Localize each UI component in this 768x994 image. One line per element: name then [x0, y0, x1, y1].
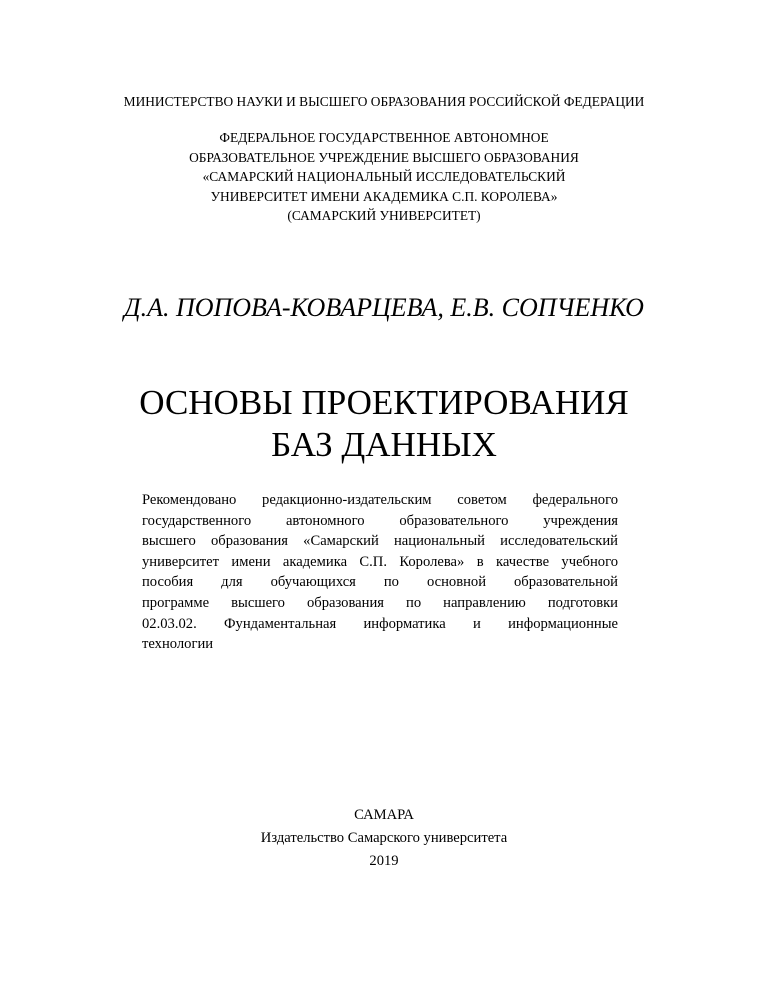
book-title-line: БАЗ ДАННЫХ — [271, 425, 497, 464]
recommendation-line: университет имени академика С.П. Королева» в качестве учебного — [142, 553, 618, 570]
recommendation-line: 02.03.02. Фундаментальная информатика и информационные — [142, 615, 618, 632]
book-title-line: ОСНОВЫ ПРОЕКТИРОВАНИЯ — [139, 383, 629, 422]
recommendation-line: программе высшего образования по направлению подготовки — [142, 594, 618, 611]
recommendation-paragraph — [142, 490, 618, 655]
book-title — [0, 382, 768, 466]
institution-block — [0, 128, 768, 226]
institution-line: ОБРАЗОВАТЕЛЬНОЕ УЧРЕЖДЕНИЕ ВЫСШЕГО ОБРАЗОВАНИЯ — [189, 149, 579, 165]
recommendation-line: высшего образования «Самарский национальный исследовательский — [142, 533, 618, 550]
institution-line: «САМАРСКИЙ НАЦИОНАЛЬНЫЙ ИССЛЕДОВАТЕЛЬСКИЙ — [202, 169, 566, 184]
authors: Д.А. ПОПОВА-КОВАРЦЕВА, Е.В. СОПЧЕНКО — [124, 293, 644, 322]
city: САМАРА — [354, 807, 414, 823]
institution-line: УНИВЕРСИТЕТ ИМЕНИ АКАДЕМИКА С.П. КОРОЛЕВА» — [210, 188, 558, 204]
year: 2019 — [369, 853, 399, 869]
imprint — [0, 804, 768, 873]
institution-line: (САМАРСКИЙ УНИВЕРСИТЕТ) — [287, 208, 481, 223]
institution-line: ФЕДЕРАЛЬНОЕ ГОСУДАРСТВЕННОЕ АВТОНОМНОЕ — [219, 130, 549, 145]
recommendation-line: технологии — [142, 636, 214, 653]
publisher: Издательство Самарского университета — [260, 830, 508, 846]
recommendation-line: Рекомендовано редакционно-издательским советом федерального — [142, 492, 618, 508]
ministry-line: МИНИСТЕРСТВО НАУКИ И ВЫСШЕГО ОБРАЗОВАНИЯ РОССИЙСКОЙ ФЕДЕРАЦИИ — [123, 94, 645, 109]
recommendation-line: государственного автономного образовательного учреждения — [142, 512, 618, 529]
recommendation-line: пособия для обучающихся по основной образовательной — [142, 574, 618, 591]
